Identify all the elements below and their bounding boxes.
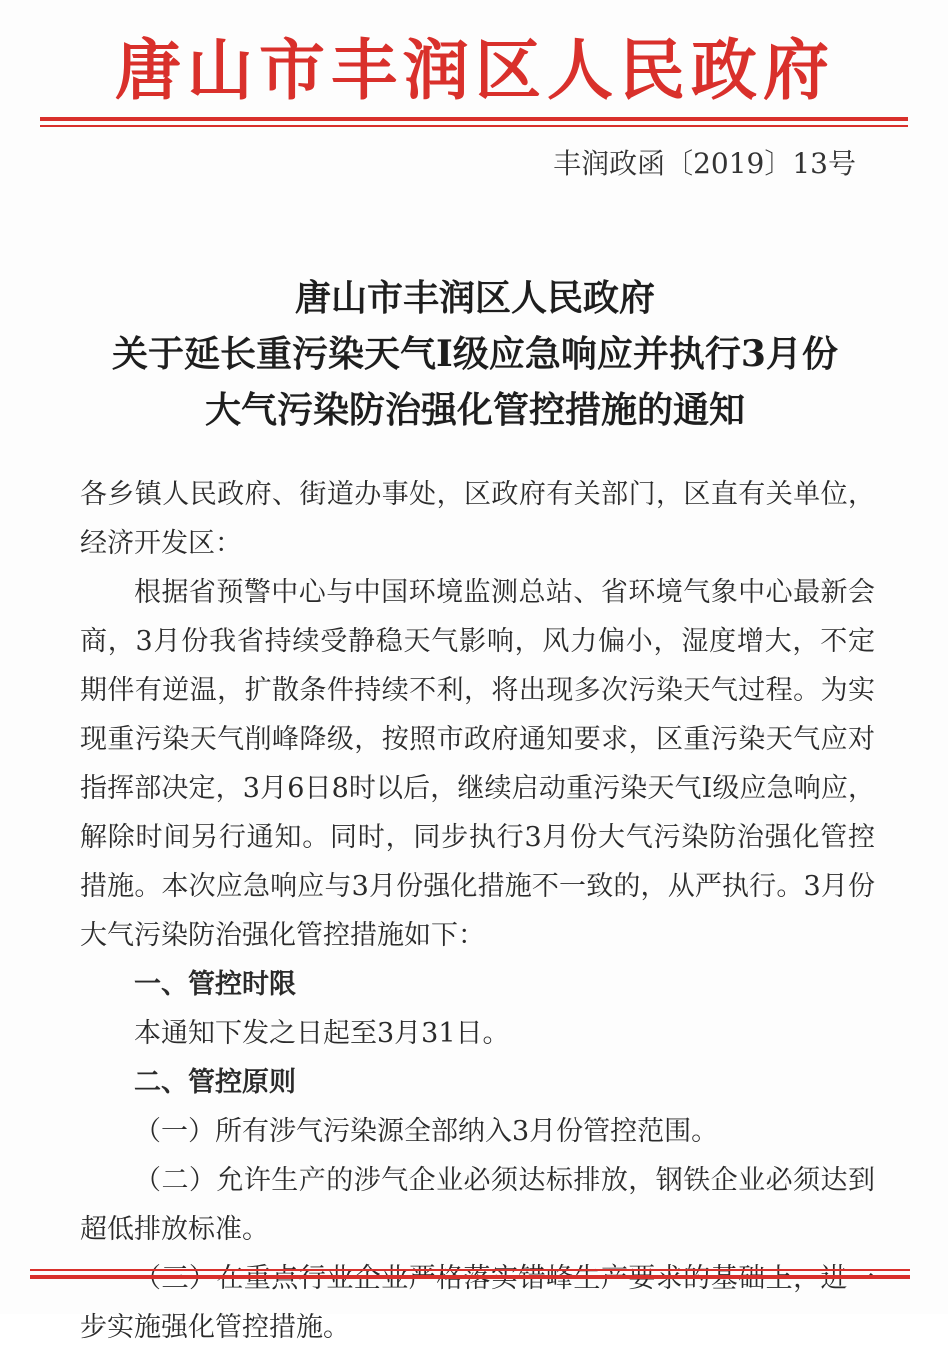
header-red-rule-thick [40, 117, 908, 121]
title-line-1: 唐山市丰润区人民政府 [294, 277, 655, 319]
footer-red-rule-thin [30, 1269, 910, 1271]
paragraph-1: 根据省预警中心与中国环境监测总站、省环境气象中心最新会商，3月份我省持续受静稳天气影响，风力偏小，湿度增大，不定期伴有逆温，扩散条件持续不利，将出现多次污染天气过程。为实现重污染天气削峰降级，按照市政府通知要求，区重污染天气应对指挥部决定，3月6日8时以后，继续启动重污染天气Ⅰ级应急响应，解除时间另行通知。同时，同步执行3月份大气污染防治强化管控措施。本次应急响应与3月份强化措施不一致的，从严执行。3月份大气污染防治强化管控措施如下： [80, 577, 875, 951]
header-red-rule-thin [40, 125, 908, 127]
section-2-item-2: （二）允许生产的涉气企业必须达标排放，钢铁企业必须达到超低排放标准。 [80, 1165, 875, 1245]
document-number: 丰润政函〔2019〕13号 [553, 147, 856, 180]
section-2-item-3: 步实施强化管控措施。 [80, 1312, 350, 1343]
title-line-3: 大气污染防治强化管控措施的通知 [204, 389, 745, 431]
document-title [60, 270, 890, 438]
footer-red-rule-thick [30, 1275, 910, 1279]
section-1-heading: 一、管控时限 [134, 969, 296, 1000]
addressee: 各乡镇人民政府、街道办事处，区政府有关部门，区直有关单位，经济开发区： [80, 479, 875, 559]
section-2-item-1: （一）所有涉气污染源全部纳入3月份管控范围。 [134, 1116, 719, 1147]
title-line-2: 关于延长重污染天气Ⅰ级应急响应并执行3月份 [112, 333, 838, 375]
section-1-text: 本通知下发之日起至3月31日。 [134, 1018, 510, 1049]
org-header-title: 唐山市丰润区人民政府 [115, 31, 835, 109]
document-body [80, 470, 875, 1352]
section-2-heading: 二、管控原则 [134, 1067, 296, 1098]
